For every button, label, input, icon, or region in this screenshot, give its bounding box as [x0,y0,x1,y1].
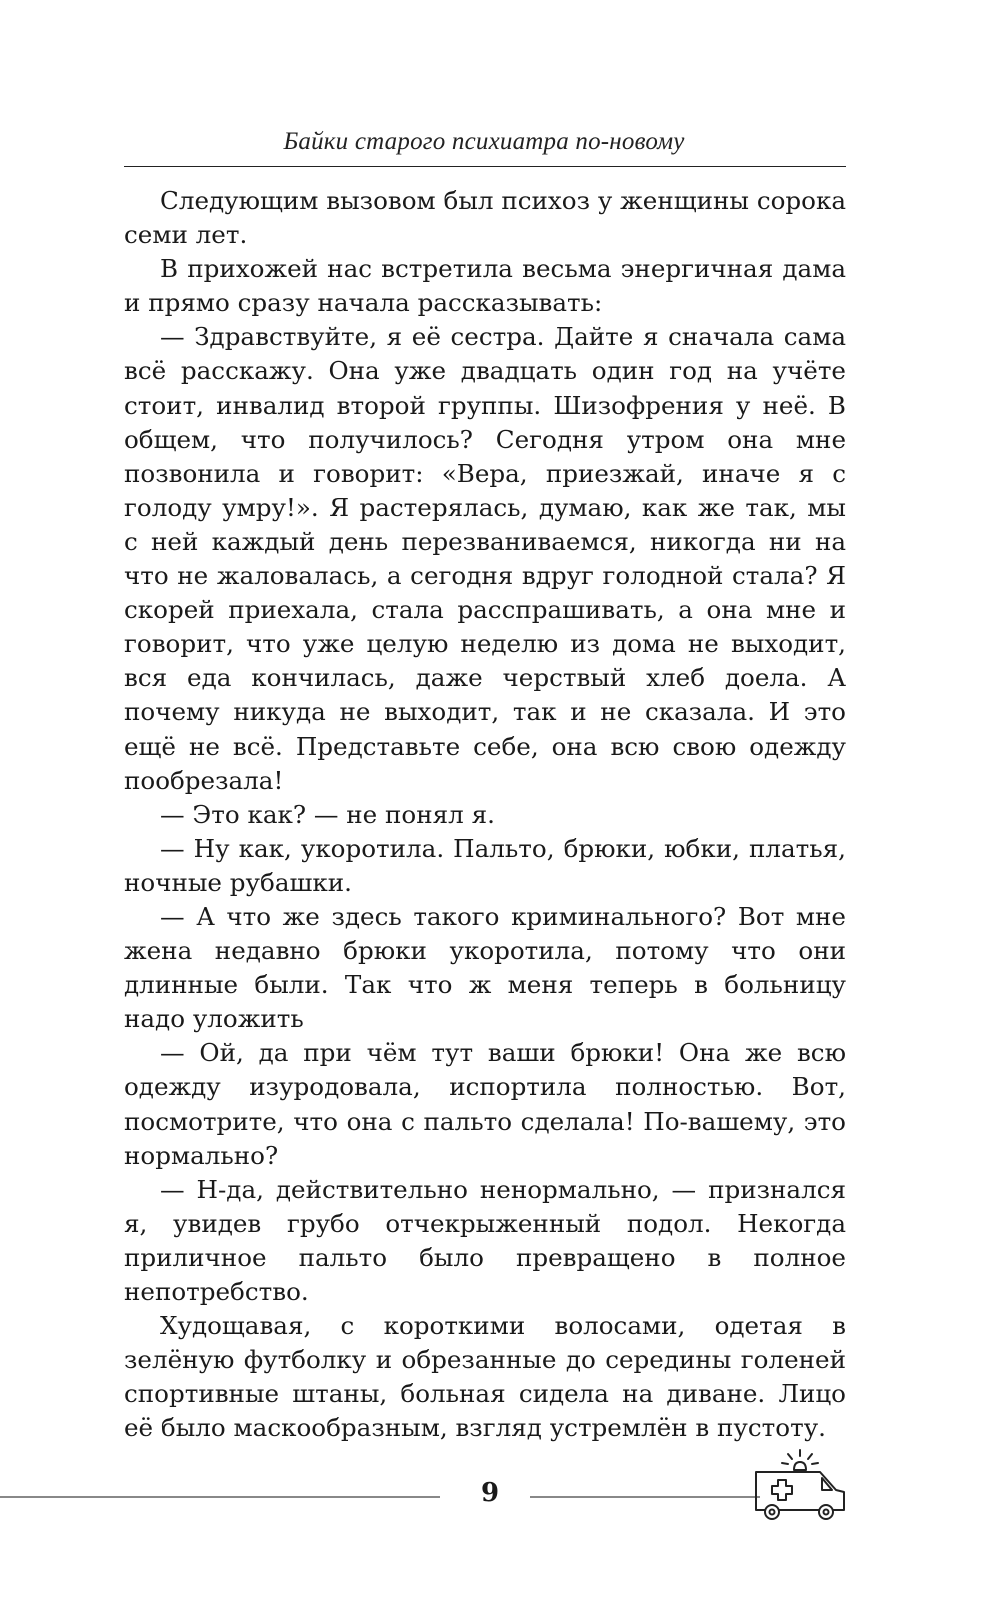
page-body [124,184,846,1445]
paragraph: — Это как? — не понял я. [160,799,495,829]
paragraph: — Здравствуйте, я её сестра. Дайте я сначала сама всё расскажу. Она уже двадцать один год на учёте стоит, инвалид второй группы. Шизофрения у неё. В общем, что получилось? Сегодня утром она мне позвонила и говорит: «Вера, приезжай, иначе я с голоду умру!». Я растерялась, думаю, как же так, мы с ней каждый день перезваниваемся, никогда ни на что не жаловалась, а сегодня вдруг голодной стала? Я скорей приехала, стала расспрашивать, а она мне и говорит, что уже целую неделю из дома не выходит, вся еда кончилась, даже черствый хлеб доела. А почему никуда не выходит, так и не сказала. И это ещё не всё. Представьте себе, она всю свою одежду пообрезала! [124,322,846,795]
footer-rule-right [530,1496,760,1498]
page-number: 9 [480,1478,500,1508]
running-title: Байки старого психиатра по-новому [283,128,685,155]
paragraph: — Ну как, укоротила. Пальто, брюки, юбки, платья, ночные рубашки. [124,833,846,897]
paragraph: В прихожей нас встретила весьма энергичная дама и прямо сразу начала рассказывать: [124,254,846,318]
paragraph: — Н-да, действительно ненормально, — признался я, увидев грубо отчекрыженный подол. Некогда приличное пальто было превращено в полное непотребство. [124,1174,846,1306]
paragraph: — А что же здесь такого криминального? Вот мне жена недавно брюки укоротила, потому что они длинные были. Так что ж меня теперь в больницу надо уложить [124,901,846,1034]
ambulance-icon [750,1446,850,1524]
paragraph: Худощавая, с короткими волосами, одетая в зелёную футболку и обрезанные до середины голеней спортивные штаны, больная сидела на диване. Лицо её было маскообразным, взгляд устремлён в пустоту. [124,1311,846,1443]
paragraph: Следующим вызовом был психоз у женщины сорока семи лет. [124,186,846,250]
footer-rule-left [0,1496,440,1498]
header-divider [124,166,846,167]
paragraph: — Ой, да при чём тут ваши брюки! Она же всю одежду изуродовала, испортила полностью. Вот, посмотрите, что она с пальто сделала! По-вашему, это нормально? [124,1038,846,1170]
